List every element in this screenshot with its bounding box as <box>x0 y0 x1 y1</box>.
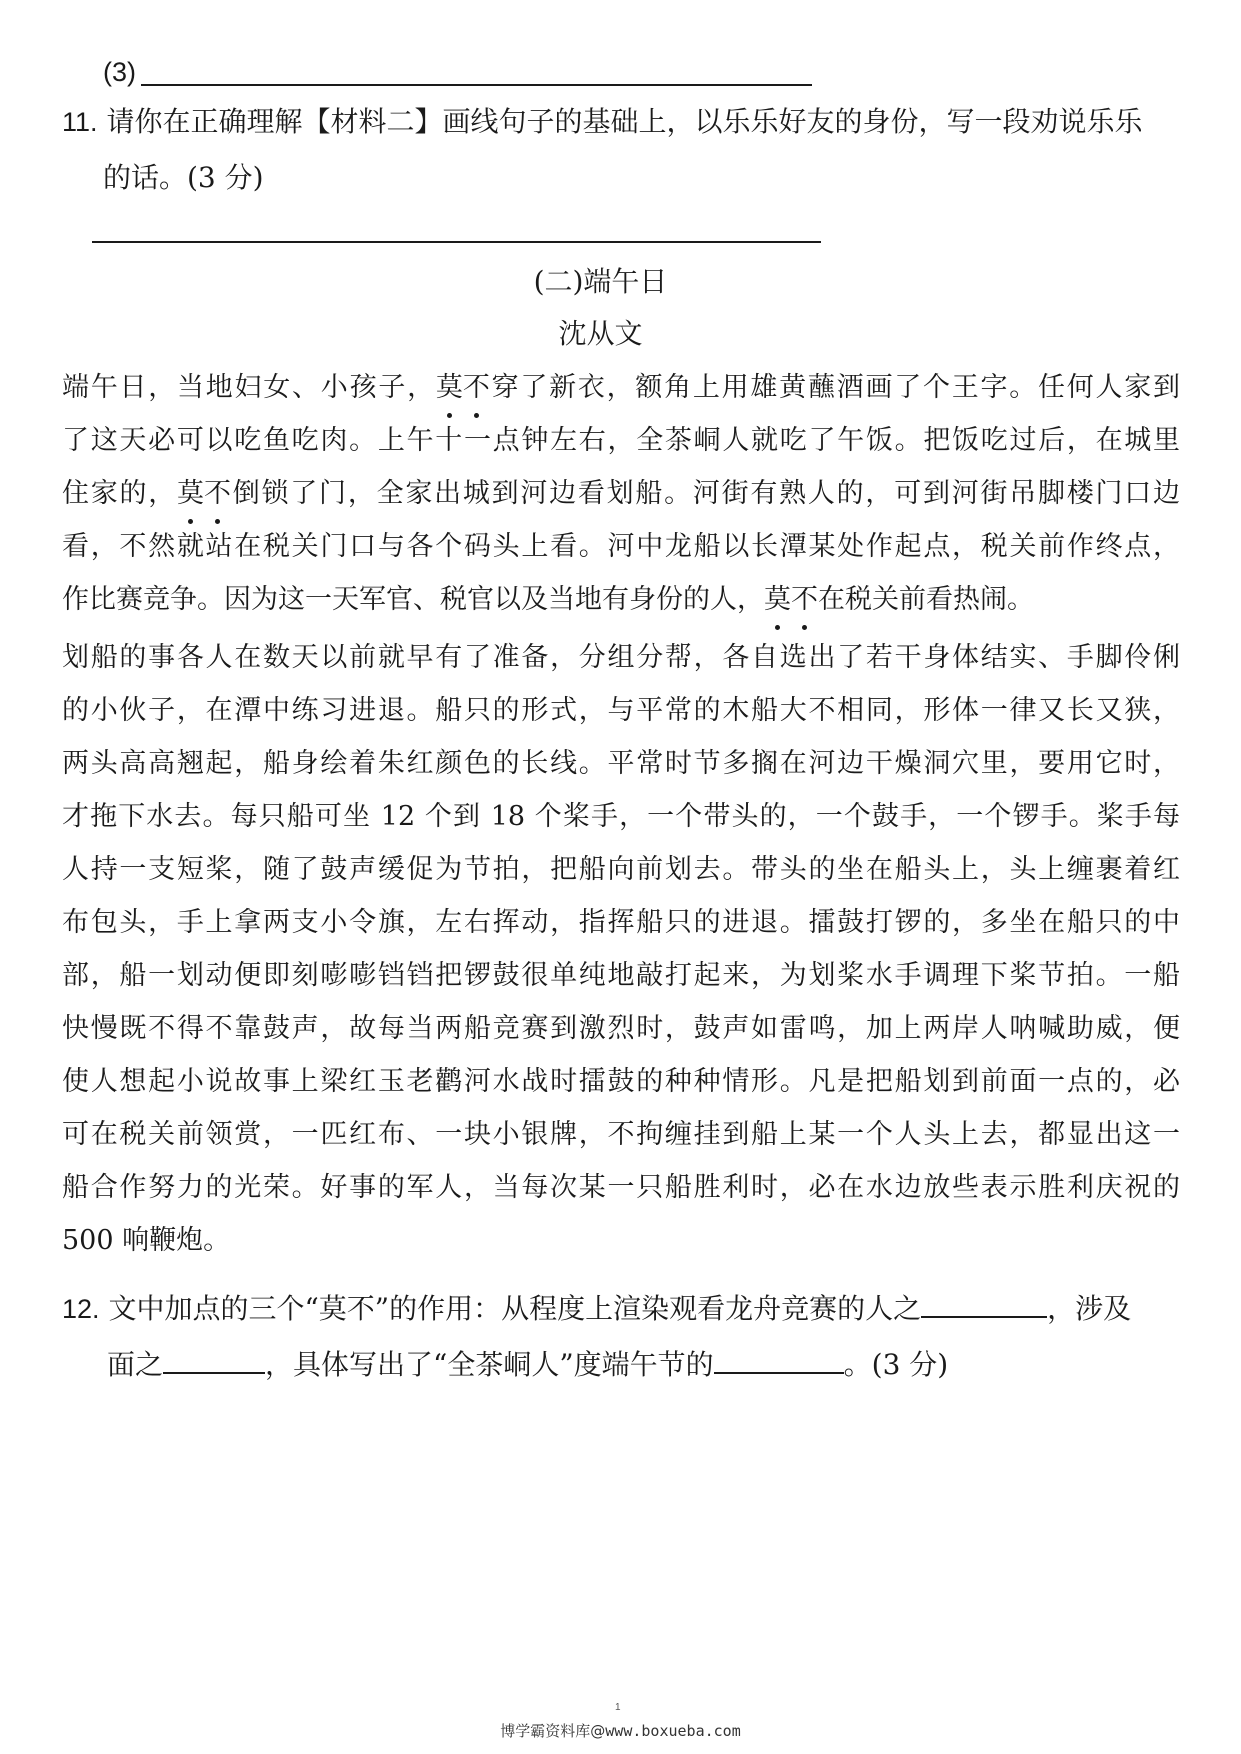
p1-text: 在税关前看热闹。 <box>818 584 1034 615</box>
q12-text-2b: ，具体写出了“全茶峒人”度端午节的 <box>265 1348 714 1381</box>
q11-number: 11. <box>62 107 98 137</box>
q12-blank-scope[interactable] <box>163 1342 265 1374</box>
q11-text-1: 请你在正确理解【材料二】画线句子的基础上，以乐乐好友的身份，写一段劝说乐乐 <box>106 105 1143 138</box>
q11-line2 <box>103 158 264 198</box>
emphasis-mobu <box>177 478 231 509</box>
passage-p2-line: 部，船一划动便即刻嘭嘭铛铛把锣鼓很单纯地敲打起来，为划桨水手调理下桨节拍。一船 <box>62 960 1180 991</box>
passage-p2-line: 的小伙子，在潭中练习进退。船只的形式，与平常的木船大不相同，形体一律又长又狭， <box>62 695 1180 726</box>
passage-p1-line <box>62 580 1180 620</box>
q12-text-1b: ，涉及 <box>1047 1292 1132 1325</box>
emphasis-mobu <box>436 372 490 403</box>
p1-text: 端午日，当地妇女、小孩子， <box>62 372 436 403</box>
q11-text-2: 的话。(3 分) <box>103 161 264 194</box>
passage-p2-line: 才拖下水去。每只船可坐 12 个到 18 个桨手，一个带头的，一个鼓手，一个锣手。桨手每 <box>62 801 1180 832</box>
passage-p2-line: 布包头，手上拿两支小令旗，左右挥动，指挥船只的进退。擂鼓打锣的，多坐在船只的中 <box>62 907 1180 938</box>
p1-text: 看，不然就站在税关门口与各个码头上看。河中龙船以长潭某处作起点，税关前作终点， <box>62 531 1180 562</box>
q12-text-1a: 文中加点的三个“莫不”的作用：从程度上渲染观看龙舟竞赛的人之 <box>108 1292 922 1325</box>
p1-text: 住家的， <box>62 478 178 509</box>
passage-p2-line: 使人想起小说故事上梁红玉老鹳河水战时擂鼓的种种情形。凡是把船划到前面一点的，必 <box>62 1066 1180 1097</box>
passage-title: (二)端午日 <box>533 265 668 298</box>
q10-item3-answer-line[interactable] <box>141 84 812 86</box>
q12-blank-scene[interactable] <box>714 1342 844 1374</box>
p1-text: 了这天必可以吃鱼吃肉。上午十一点钟左右，全茶峒人就吃了午饭。把饭吃过后，在城里 <box>62 425 1180 456</box>
q11-answer-line[interactable] <box>92 241 821 243</box>
passage-p2-line: 人持一支短桨，随了鼓声缓促为节拍，把船向前划去。带头的坐在船头上，头上缠裹着红 <box>62 854 1180 885</box>
q12-blank-degree[interactable] <box>921 1286 1047 1318</box>
p1-text: 作比赛竞争。因为这一天军官、税官以及当地有身份的人， <box>62 584 764 615</box>
emphasis-char: 不 <box>791 580 818 620</box>
passage-p2-line: 可在税关前领赏，一匹红布、一块小银牌，不拘缠挂到船上某一个人头上去，都显出这一 <box>62 1119 1180 1150</box>
q12-number: 12. <box>62 1294 100 1324</box>
emphasis-char: 不 <box>463 368 490 408</box>
q12-line1 <box>62 1286 1131 1329</box>
watermark-cn: 博学霸资料库@ <box>500 1722 606 1740</box>
passage-p2-line: 划船的事各人在数天以前就早有了准备，分组分帮，各自选出了若干身体结实、手脚伶俐 <box>62 642 1180 673</box>
q10-item3-label: (3) <box>103 57 136 87</box>
watermark-url[interactable]: www.boxueba.com <box>605 1722 741 1740</box>
passage-p1-line <box>62 421 1180 461</box>
emphasis-char: 不 <box>204 474 231 514</box>
passage-author: 沈从文 <box>558 317 643 350</box>
emphasis-char: 莫 <box>436 368 463 408</box>
q12-text-2a: 面之 <box>107 1348 164 1381</box>
p1-text: 倒锁了门，全家出城到河边看划船。河街有熟人的，可到河街吊脚楼门口边 <box>231 478 1181 509</box>
passage-p2-line: 两头高高翘起，船身绘着朱红颜色的长线。平常时节多搁在河边干燥洞穴里，要用它时， <box>62 748 1180 779</box>
passage-p2-line: 船合作努力的光荣。好事的军人，当每次某一只船胜利时，必在水边放些表示胜利庆祝的 <box>62 1172 1180 1203</box>
q12-line2 <box>107 1342 948 1385</box>
passage-p2-line: 500 响鞭炮。 <box>62 1225 231 1256</box>
q10-item3 <box>103 52 136 92</box>
passage-p1-line <box>62 527 1180 567</box>
emphasis-char: 莫 <box>764 580 791 620</box>
q12-text-2c: 。(3 分) <box>843 1348 949 1381</box>
passage-p2-line: 快慢既不得不靠鼓声，故每当两船竞赛到激烈时，鼓声如雷鸣，加上两岸人呐喊助威，便 <box>62 1013 1180 1044</box>
emphasis-mobu <box>764 584 818 615</box>
page-number: 1 <box>615 1702 621 1713</box>
q11-line1 <box>62 102 1142 142</box>
passage-p1-line <box>62 368 1180 408</box>
passage-p1-line <box>62 474 1180 514</box>
emphasis-char: 莫 <box>177 474 204 514</box>
p1-text: 穿了新衣，额角上用雄黄蘸酒画了个王字。任何人家到 <box>489 372 1181 403</box>
footer-watermark <box>0 1720 1241 1741</box>
